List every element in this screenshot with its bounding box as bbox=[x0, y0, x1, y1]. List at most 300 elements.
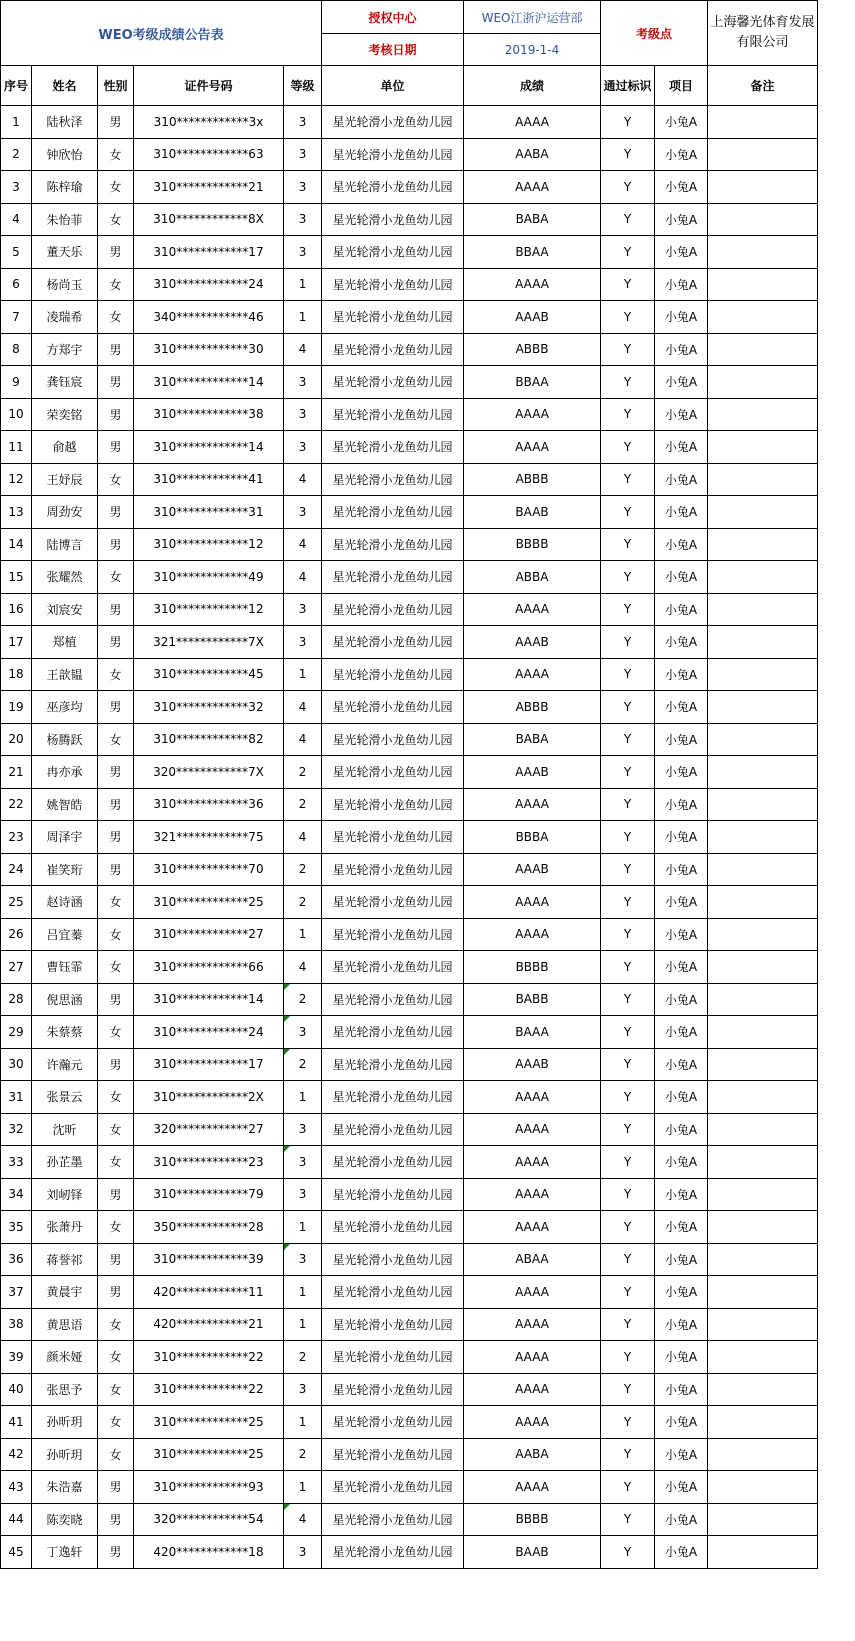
seq-cell: 7 bbox=[1, 301, 32, 334]
name-cell: 张思予 bbox=[32, 1373, 98, 1406]
table-row bbox=[1, 1276, 818, 1309]
table-row bbox=[1, 853, 818, 886]
table-row bbox=[1, 658, 818, 691]
gender-cell: 女 bbox=[98, 463, 134, 496]
seq-cell: 34 bbox=[1, 1178, 32, 1211]
grade-cell: 3 bbox=[284, 496, 322, 529]
remark-cell bbox=[708, 203, 818, 236]
id-cell: 310************22 bbox=[134, 1341, 284, 1374]
id-cell: 310************12 bbox=[134, 528, 284, 561]
table-row bbox=[1, 723, 818, 756]
seq-cell: 44 bbox=[1, 1503, 32, 1536]
name-cell: 蒋誉祁 bbox=[32, 1243, 98, 1276]
table-row bbox=[1, 691, 818, 724]
remark-cell bbox=[708, 106, 818, 139]
id-cell: 310************3x bbox=[134, 106, 284, 139]
exam-site-label: 考级点 bbox=[601, 1, 708, 66]
score-cell: BAAB bbox=[464, 496, 601, 529]
remark-cell bbox=[708, 626, 818, 659]
name-cell: 吕宜蓁 bbox=[32, 918, 98, 951]
id-cell: 310************21 bbox=[134, 171, 284, 204]
unit-cell: 星光轮滑小龙鱼幼儿园 bbox=[322, 398, 464, 431]
seq-cell: 23 bbox=[1, 821, 32, 854]
item-cell: 小兔A bbox=[655, 528, 708, 561]
pass-cell: Y bbox=[601, 1471, 655, 1504]
gender-cell: 男 bbox=[98, 756, 134, 789]
score-cell: ABBB bbox=[464, 333, 601, 366]
name-cell: 周劲安 bbox=[32, 496, 98, 529]
remark-cell bbox=[708, 1178, 818, 1211]
score-cell: AAAA bbox=[464, 431, 601, 464]
score-cell: BBAA bbox=[464, 236, 601, 269]
unit-cell: 星光轮滑小龙鱼幼儿园 bbox=[322, 691, 464, 724]
score-cell: AAAA bbox=[464, 918, 601, 951]
id-cell: 310************25 bbox=[134, 1406, 284, 1439]
grade-cell: 2 bbox=[284, 853, 322, 886]
seq-cell: 22 bbox=[1, 788, 32, 821]
id-cell: 350************28 bbox=[134, 1211, 284, 1244]
remark-cell bbox=[708, 723, 818, 756]
item-cell: 小兔A bbox=[655, 1438, 708, 1471]
column-header: 序号 bbox=[1, 66, 32, 106]
gender-cell: 女 bbox=[98, 886, 134, 919]
item-cell: 小兔A bbox=[655, 268, 708, 301]
name-cell: 赵诗涵 bbox=[32, 886, 98, 919]
score-cell: AAAA bbox=[464, 1341, 601, 1374]
gender-cell: 男 bbox=[98, 1471, 134, 1504]
name-cell: 曹钰霏 bbox=[32, 951, 98, 984]
score-cell: BABA bbox=[464, 203, 601, 236]
seq-cell: 41 bbox=[1, 1406, 32, 1439]
table-row bbox=[1, 1536, 818, 1569]
id-cell: 310************32 bbox=[134, 691, 284, 724]
id-cell: 310************39 bbox=[134, 1243, 284, 1276]
unit-cell: 星光轮滑小龙鱼幼儿园 bbox=[322, 593, 464, 626]
grade-cell: 4 bbox=[284, 528, 322, 561]
score-cell: AAAA bbox=[464, 886, 601, 919]
gender-cell: 男 bbox=[98, 398, 134, 431]
table-row bbox=[1, 268, 818, 301]
pass-cell: Y bbox=[601, 886, 655, 919]
score-cell: BAAB bbox=[464, 1536, 601, 1569]
pass-cell: Y bbox=[601, 691, 655, 724]
item-cell: 小兔A bbox=[655, 1471, 708, 1504]
table-row bbox=[1, 106, 818, 139]
item-cell: 小兔A bbox=[655, 1081, 708, 1114]
table-row bbox=[1, 1081, 818, 1114]
item-cell: 小兔A bbox=[655, 106, 708, 139]
pass-cell: Y bbox=[601, 821, 655, 854]
id-cell: 310************25 bbox=[134, 1438, 284, 1471]
pass-cell: Y bbox=[601, 626, 655, 659]
id-cell: 310************22 bbox=[134, 1373, 284, 1406]
score-cell: AABA bbox=[464, 1438, 601, 1471]
table-row bbox=[1, 1146, 818, 1179]
score-cell: AAAA bbox=[464, 1113, 601, 1146]
table-row bbox=[1, 886, 818, 919]
item-cell: 小兔A bbox=[655, 138, 708, 171]
item-cell: 小兔A bbox=[655, 788, 708, 821]
item-cell: 小兔A bbox=[655, 236, 708, 269]
table-row bbox=[1, 983, 818, 1016]
score-cell: AAAA bbox=[464, 1471, 601, 1504]
seq-cell: 25 bbox=[1, 886, 32, 919]
unit-cell: 星光轮滑小龙鱼幼儿园 bbox=[322, 821, 464, 854]
gender-cell: 男 bbox=[98, 1048, 134, 1081]
table-row bbox=[1, 756, 818, 789]
remark-cell bbox=[708, 431, 818, 464]
remark-cell bbox=[708, 756, 818, 789]
seq-cell: 43 bbox=[1, 1471, 32, 1504]
name-cell: 颜米娅 bbox=[32, 1341, 98, 1374]
remark-cell bbox=[708, 268, 818, 301]
id-cell: 310************63 bbox=[134, 138, 284, 171]
grade-cell: 3 bbox=[284, 593, 322, 626]
seq-cell: 15 bbox=[1, 561, 32, 594]
item-cell: 小兔A bbox=[655, 301, 708, 334]
seq-cell: 16 bbox=[1, 593, 32, 626]
remark-cell bbox=[708, 691, 818, 724]
grade-cell: 3 bbox=[284, 1178, 322, 1211]
name-cell: 朱怡菲 bbox=[32, 203, 98, 236]
seq-cell: 17 bbox=[1, 626, 32, 659]
grade-cell: 1 bbox=[284, 1308, 322, 1341]
grade-cell: 2 bbox=[284, 1438, 322, 1471]
unit-cell: 星光轮滑小龙鱼幼儿园 bbox=[322, 1406, 464, 1439]
gender-cell: 男 bbox=[98, 821, 134, 854]
unit-cell: 星光轮滑小龙鱼幼儿园 bbox=[322, 366, 464, 399]
unit-cell: 星光轮滑小龙鱼幼儿园 bbox=[322, 1016, 464, 1049]
item-cell: 小兔A bbox=[655, 171, 708, 204]
name-cell: 方郑宇 bbox=[32, 333, 98, 366]
table-row bbox=[1, 593, 818, 626]
seq-cell: 9 bbox=[1, 366, 32, 399]
item-cell: 小兔A bbox=[655, 431, 708, 464]
name-cell: 陈奕晓 bbox=[32, 1503, 98, 1536]
unit-cell: 星光轮滑小龙鱼幼儿园 bbox=[322, 268, 464, 301]
name-cell: 凌瑞希 bbox=[32, 301, 98, 334]
score-cell: AAAA bbox=[464, 658, 601, 691]
remark-cell bbox=[708, 886, 818, 919]
name-cell: 倪思涵 bbox=[32, 983, 98, 1016]
seq-cell: 3 bbox=[1, 171, 32, 204]
unit-cell: 星光轮滑小龙鱼幼儿园 bbox=[322, 333, 464, 366]
seq-cell: 42 bbox=[1, 1438, 32, 1471]
remark-cell bbox=[708, 788, 818, 821]
name-cell: 张耀然 bbox=[32, 561, 98, 594]
pass-cell: Y bbox=[601, 756, 655, 789]
grade-cell: 4 bbox=[284, 723, 322, 756]
table-row bbox=[1, 138, 818, 171]
remark-cell bbox=[708, 528, 818, 561]
gender-cell: 男 bbox=[98, 528, 134, 561]
unit-cell: 星光轮滑小龙鱼幼儿园 bbox=[322, 561, 464, 594]
score-cell: BABA bbox=[464, 723, 601, 756]
id-cell: 310************45 bbox=[134, 658, 284, 691]
id-cell: 310************36 bbox=[134, 788, 284, 821]
remark-cell bbox=[708, 1536, 818, 1569]
remark-cell bbox=[708, 333, 818, 366]
seq-cell: 38 bbox=[1, 1308, 32, 1341]
grade-cell: 2 bbox=[284, 1341, 322, 1374]
name-cell: 陆博言 bbox=[32, 528, 98, 561]
pass-cell: Y bbox=[601, 723, 655, 756]
item-cell: 小兔A bbox=[655, 1503, 708, 1536]
remark-cell bbox=[708, 1276, 818, 1309]
unit-cell: 星光轮滑小龙鱼幼儿园 bbox=[322, 1471, 464, 1504]
remark-cell bbox=[708, 853, 818, 886]
table-row bbox=[1, 918, 818, 951]
unit-cell: 星光轮滑小龙鱼幼儿园 bbox=[322, 236, 464, 269]
name-cell: 王歆韫 bbox=[32, 658, 98, 691]
name-cell: 沈昕 bbox=[32, 1113, 98, 1146]
seq-cell: 31 bbox=[1, 1081, 32, 1114]
gender-cell: 男 bbox=[98, 106, 134, 139]
item-cell: 小兔A bbox=[655, 1406, 708, 1439]
item-cell: 小兔A bbox=[655, 496, 708, 529]
unit-cell: 星光轮滑小龙鱼幼儿园 bbox=[322, 1146, 464, 1179]
grade-cell: 3 bbox=[284, 236, 322, 269]
id-cell: 310************23 bbox=[134, 1146, 284, 1179]
grade-cell: 3 bbox=[284, 106, 322, 139]
remark-cell bbox=[708, 1308, 818, 1341]
seq-cell: 4 bbox=[1, 203, 32, 236]
grade-cell: 4 bbox=[284, 561, 322, 594]
unit-cell: 星光轮滑小龙鱼幼儿园 bbox=[322, 1341, 464, 1374]
table-row bbox=[1, 398, 818, 431]
seq-cell: 36 bbox=[1, 1243, 32, 1276]
name-cell: 黄晨宇 bbox=[32, 1276, 98, 1309]
grade-cell: 1 bbox=[284, 1081, 322, 1114]
score-cell: AAAA bbox=[464, 1406, 601, 1439]
column-header: 证件号码 bbox=[134, 66, 284, 106]
remark-cell bbox=[708, 366, 818, 399]
unit-cell: 星光轮滑小龙鱼幼儿园 bbox=[322, 951, 464, 984]
name-cell: 孙昕玥 bbox=[32, 1406, 98, 1439]
table-row bbox=[1, 1178, 818, 1211]
pass-cell: Y bbox=[601, 528, 655, 561]
header-row-1 bbox=[1, 1, 818, 34]
score-cell: AAAA bbox=[464, 1373, 601, 1406]
unit-cell: 星光轮滑小龙鱼幼儿园 bbox=[322, 496, 464, 529]
table-row bbox=[1, 1211, 818, 1244]
remark-cell bbox=[708, 138, 818, 171]
grade-cell: 3 bbox=[284, 171, 322, 204]
pass-cell: Y bbox=[601, 918, 655, 951]
gender-cell: 女 bbox=[98, 1016, 134, 1049]
unit-cell: 星光轮滑小龙鱼幼儿园 bbox=[322, 1503, 464, 1536]
name-cell: 张景云 bbox=[32, 1081, 98, 1114]
item-cell: 小兔A bbox=[655, 951, 708, 984]
seq-cell: 40 bbox=[1, 1373, 32, 1406]
grade-cell: 3 bbox=[284, 1373, 322, 1406]
gender-cell: 男 bbox=[98, 1503, 134, 1536]
unit-cell: 星光轮滑小龙鱼幼儿园 bbox=[322, 1276, 464, 1309]
gender-cell: 男 bbox=[98, 1178, 134, 1211]
auth-center-label: 授权中心 bbox=[322, 1, 464, 34]
item-cell: 小兔A bbox=[655, 821, 708, 854]
gender-cell: 男 bbox=[98, 1276, 134, 1309]
pass-cell: Y bbox=[601, 463, 655, 496]
seq-cell: 26 bbox=[1, 918, 32, 951]
pass-cell: Y bbox=[601, 561, 655, 594]
name-cell: 郑植 bbox=[32, 626, 98, 659]
score-cell: AAAA bbox=[464, 593, 601, 626]
pass-cell: Y bbox=[601, 333, 655, 366]
pass-cell: Y bbox=[601, 1503, 655, 1536]
gender-cell: 男 bbox=[98, 691, 134, 724]
unit-cell: 星光轮滑小龙鱼幼儿园 bbox=[322, 138, 464, 171]
remark-cell bbox=[708, 1048, 818, 1081]
table-row bbox=[1, 463, 818, 496]
grade-cell: 1 bbox=[284, 1276, 322, 1309]
score-cell: AAAB bbox=[464, 626, 601, 659]
score-cell: BAAA bbox=[464, 1016, 601, 1049]
name-cell: 丁逸轩 bbox=[32, 1536, 98, 1569]
pass-cell: Y bbox=[601, 203, 655, 236]
grade-cell: 3 bbox=[284, 138, 322, 171]
column-header-row bbox=[1, 66, 818, 106]
unit-cell: 星光轮滑小龙鱼幼儿园 bbox=[322, 1211, 464, 1244]
remark-cell bbox=[708, 1016, 818, 1049]
remark-cell bbox=[708, 593, 818, 626]
gender-cell: 女 bbox=[98, 1341, 134, 1374]
seq-cell: 2 bbox=[1, 138, 32, 171]
remark-cell bbox=[708, 463, 818, 496]
id-cell: 320************7X bbox=[134, 756, 284, 789]
gender-cell: 男 bbox=[98, 983, 134, 1016]
score-cell: AAAA bbox=[464, 1178, 601, 1211]
unit-cell: 星光轮滑小龙鱼幼儿园 bbox=[322, 1243, 464, 1276]
id-cell: 310************14 bbox=[134, 431, 284, 464]
pass-cell: Y bbox=[601, 1081, 655, 1114]
id-cell: 310************24 bbox=[134, 268, 284, 301]
pass-cell: Y bbox=[601, 1406, 655, 1439]
table-row bbox=[1, 203, 818, 236]
grade-cell: 2 bbox=[284, 983, 322, 1016]
grade-cell: 1 bbox=[284, 918, 322, 951]
table-row bbox=[1, 1406, 818, 1439]
unit-cell: 星光轮滑小龙鱼幼儿园 bbox=[322, 301, 464, 334]
item-cell: 小兔A bbox=[655, 1536, 708, 1569]
seq-cell: 45 bbox=[1, 1536, 32, 1569]
id-cell: 310************2X bbox=[134, 1081, 284, 1114]
table-row bbox=[1, 431, 818, 464]
gender-cell: 女 bbox=[98, 951, 134, 984]
seq-cell: 13 bbox=[1, 496, 32, 529]
name-cell: 张萧丹 bbox=[32, 1211, 98, 1244]
unit-cell: 星光轮滑小龙鱼幼儿园 bbox=[322, 983, 464, 1016]
id-cell: 310************70 bbox=[134, 853, 284, 886]
column-header: 性别 bbox=[98, 66, 134, 106]
score-cell: AABA bbox=[464, 138, 601, 171]
item-cell: 小兔A bbox=[655, 723, 708, 756]
gender-cell: 男 bbox=[98, 431, 134, 464]
grade-cell: 3 bbox=[284, 431, 322, 464]
score-cell: AAAA bbox=[464, 788, 601, 821]
unit-cell: 星光轮滑小龙鱼幼儿园 bbox=[322, 431, 464, 464]
unit-cell: 星光轮滑小龙鱼幼儿园 bbox=[322, 1113, 464, 1146]
gender-cell: 男 bbox=[98, 593, 134, 626]
item-cell: 小兔A bbox=[655, 593, 708, 626]
pass-cell: Y bbox=[601, 1373, 655, 1406]
remark-cell bbox=[708, 951, 818, 984]
gender-cell: 女 bbox=[98, 1438, 134, 1471]
item-cell: 小兔A bbox=[655, 626, 708, 659]
gender-cell: 女 bbox=[98, 658, 134, 691]
gender-cell: 女 bbox=[98, 1146, 134, 1179]
score-cell: AAAB bbox=[464, 756, 601, 789]
gender-cell: 女 bbox=[98, 1211, 134, 1244]
table-row bbox=[1, 1503, 818, 1536]
seq-cell: 37 bbox=[1, 1276, 32, 1309]
item-cell: 小兔A bbox=[655, 1146, 708, 1179]
seq-cell: 27 bbox=[1, 951, 32, 984]
item-cell: 小兔A bbox=[655, 1113, 708, 1146]
name-cell: 孙昕玥 bbox=[32, 1438, 98, 1471]
gender-cell: 男 bbox=[98, 788, 134, 821]
item-cell: 小兔A bbox=[655, 463, 708, 496]
gender-cell: 男 bbox=[98, 236, 134, 269]
score-cell: AAAB bbox=[464, 1048, 601, 1081]
item-cell: 小兔A bbox=[655, 333, 708, 366]
remark-cell bbox=[708, 1243, 818, 1276]
column-header: 单位 bbox=[322, 66, 464, 106]
grade-cell: 3 bbox=[284, 1113, 322, 1146]
id-cell: 310************14 bbox=[134, 983, 284, 1016]
gender-cell: 女 bbox=[98, 918, 134, 951]
table-row bbox=[1, 1048, 818, 1081]
grade-cell: 3 bbox=[284, 1146, 322, 1179]
table-row bbox=[1, 496, 818, 529]
table-row bbox=[1, 788, 818, 821]
id-cell: 310************25 bbox=[134, 886, 284, 919]
item-cell: 小兔A bbox=[655, 658, 708, 691]
column-header: 成绩 bbox=[464, 66, 601, 106]
gender-cell: 女 bbox=[98, 723, 134, 756]
pass-cell: Y bbox=[601, 1536, 655, 1569]
item-cell: 小兔A bbox=[655, 398, 708, 431]
item-cell: 小兔A bbox=[655, 853, 708, 886]
table-row bbox=[1, 1471, 818, 1504]
id-cell: 420************11 bbox=[134, 1276, 284, 1309]
item-cell: 小兔A bbox=[655, 1308, 708, 1341]
table-row bbox=[1, 1243, 818, 1276]
remark-cell bbox=[708, 1146, 818, 1179]
gender-cell: 男 bbox=[98, 366, 134, 399]
id-cell: 310************14 bbox=[134, 366, 284, 399]
score-cell: BBBB bbox=[464, 1503, 601, 1536]
remark-cell bbox=[708, 1471, 818, 1504]
pass-cell: Y bbox=[601, 1178, 655, 1211]
id-cell: 310************24 bbox=[134, 1016, 284, 1049]
name-cell: 刘屻铎 bbox=[32, 1178, 98, 1211]
gender-cell: 女 bbox=[98, 1113, 134, 1146]
name-cell: 朱浩嘉 bbox=[32, 1471, 98, 1504]
seq-cell: 11 bbox=[1, 431, 32, 464]
pass-cell: Y bbox=[601, 301, 655, 334]
pass-cell: Y bbox=[601, 171, 655, 204]
grade-cell: 4 bbox=[284, 951, 322, 984]
grade-cell: 2 bbox=[284, 886, 322, 919]
seq-cell: 29 bbox=[1, 1016, 32, 1049]
id-cell: 310************38 bbox=[134, 398, 284, 431]
table-row bbox=[1, 1016, 818, 1049]
gender-cell: 女 bbox=[98, 268, 134, 301]
unit-cell: 星光轮滑小龙鱼幼儿园 bbox=[322, 463, 464, 496]
pass-cell: Y bbox=[601, 1243, 655, 1276]
seq-cell: 20 bbox=[1, 723, 32, 756]
